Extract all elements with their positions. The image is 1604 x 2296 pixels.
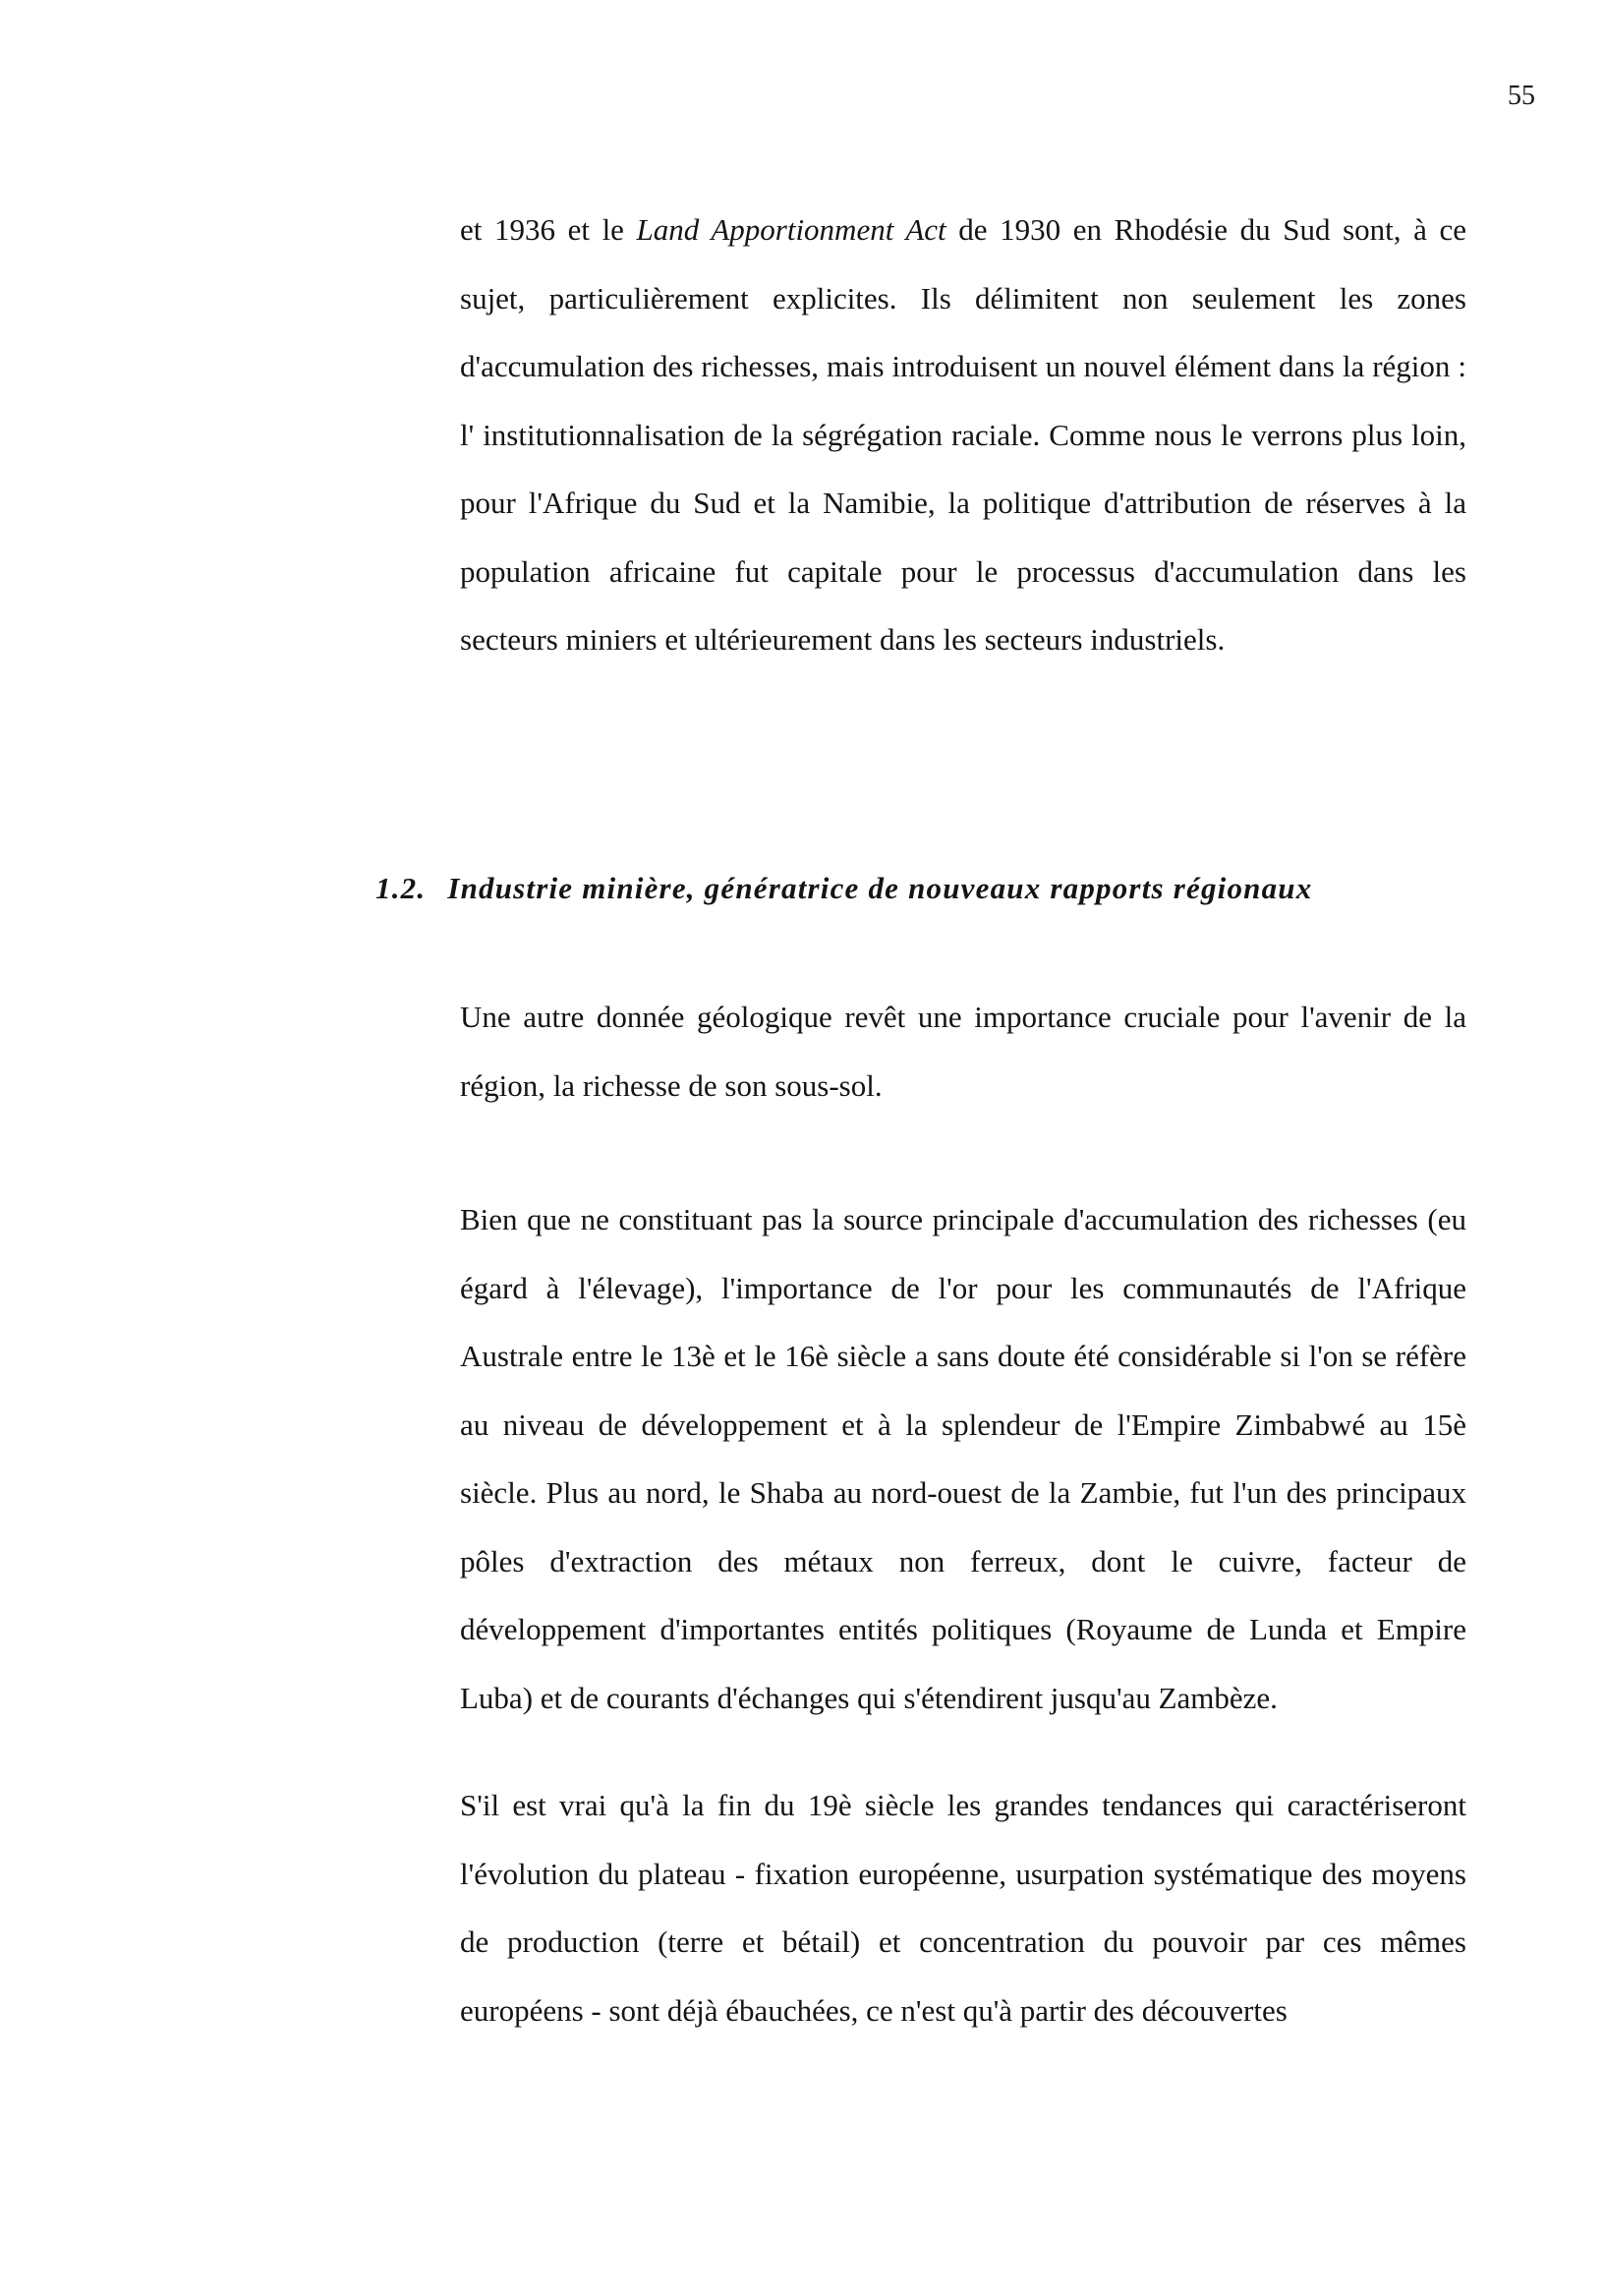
- section-heading: [375, 871, 1466, 906]
- paragraph-1: [460, 196, 1466, 674]
- paragraph-4: S'il est vrai qu'à la fin du 19è siècle les grandes tendances qui caractériseront l'évolution du plateau - fixation européenne, usurpation systématique des moyens de production (terre et bétail) et concentration du pouvoir par ces mêmes européens - sont déjà ébauchées, ce n'est qu'à partir des découvertes: [460, 1788, 1466, 2028]
- paragraph-1-start: et 1936 et le: [460, 212, 637, 247]
- paragraph-1-rest: de 1930 en Rhodésie du Sud sont, à ce sujet, particulièrement explicites. Ils délimitent non seulement les zones d'accumulation des richesses, mais introduisent un nouvel élément dans la région : l' institutionnalisation de la ségrégation raciale. Comme nous le verrons plus loin, pour l'Afrique du Sud et la Namibie, la politique d'attribution de réserves à la population africaine fut capitale pour le processus d'accumulation dans les secteurs miniers et ultérieurement dans les secteurs industriels.: [460, 212, 1466, 657]
- act-title: Land Apportionment Act: [636, 212, 946, 247]
- paragraph-3: Bien que ne constituant pas la source principale d'accumulation des richesses (eu égard à l'élevage), l'importance de l'or pour les communautés de l'Afrique Australe entre le 13è et le 16è siècle a sans doute été considérable si l'on se réfère au niveau de développement et à la splendeur de l'Empire Zimbabwé au 15è siècle. Plus au nord, le Shaba au nord-ouest de la Zambie, fut l'un des principaux pôles d'extraction des métaux non ferreux, dont le cuivre, facteur de développement d'importantes entités politiques (Royaume de Lunda et Empire Luba) et de courants d'échanges qui s'étendirent jusqu'au Zambèze.: [460, 1202, 1466, 1715]
- page-number: 55: [1508, 81, 1535, 111]
- paragraph-2: Une autre donnée géologique revêt une importance cruciale pour l'avenir de la région, la richesse de son sous-sol.: [460, 1000, 1466, 1103]
- section-number: 1.2.: [375, 871, 427, 905]
- section-title: Industrie minière, génératrice de nouveaux rapports régionaux: [447, 871, 1313, 905]
